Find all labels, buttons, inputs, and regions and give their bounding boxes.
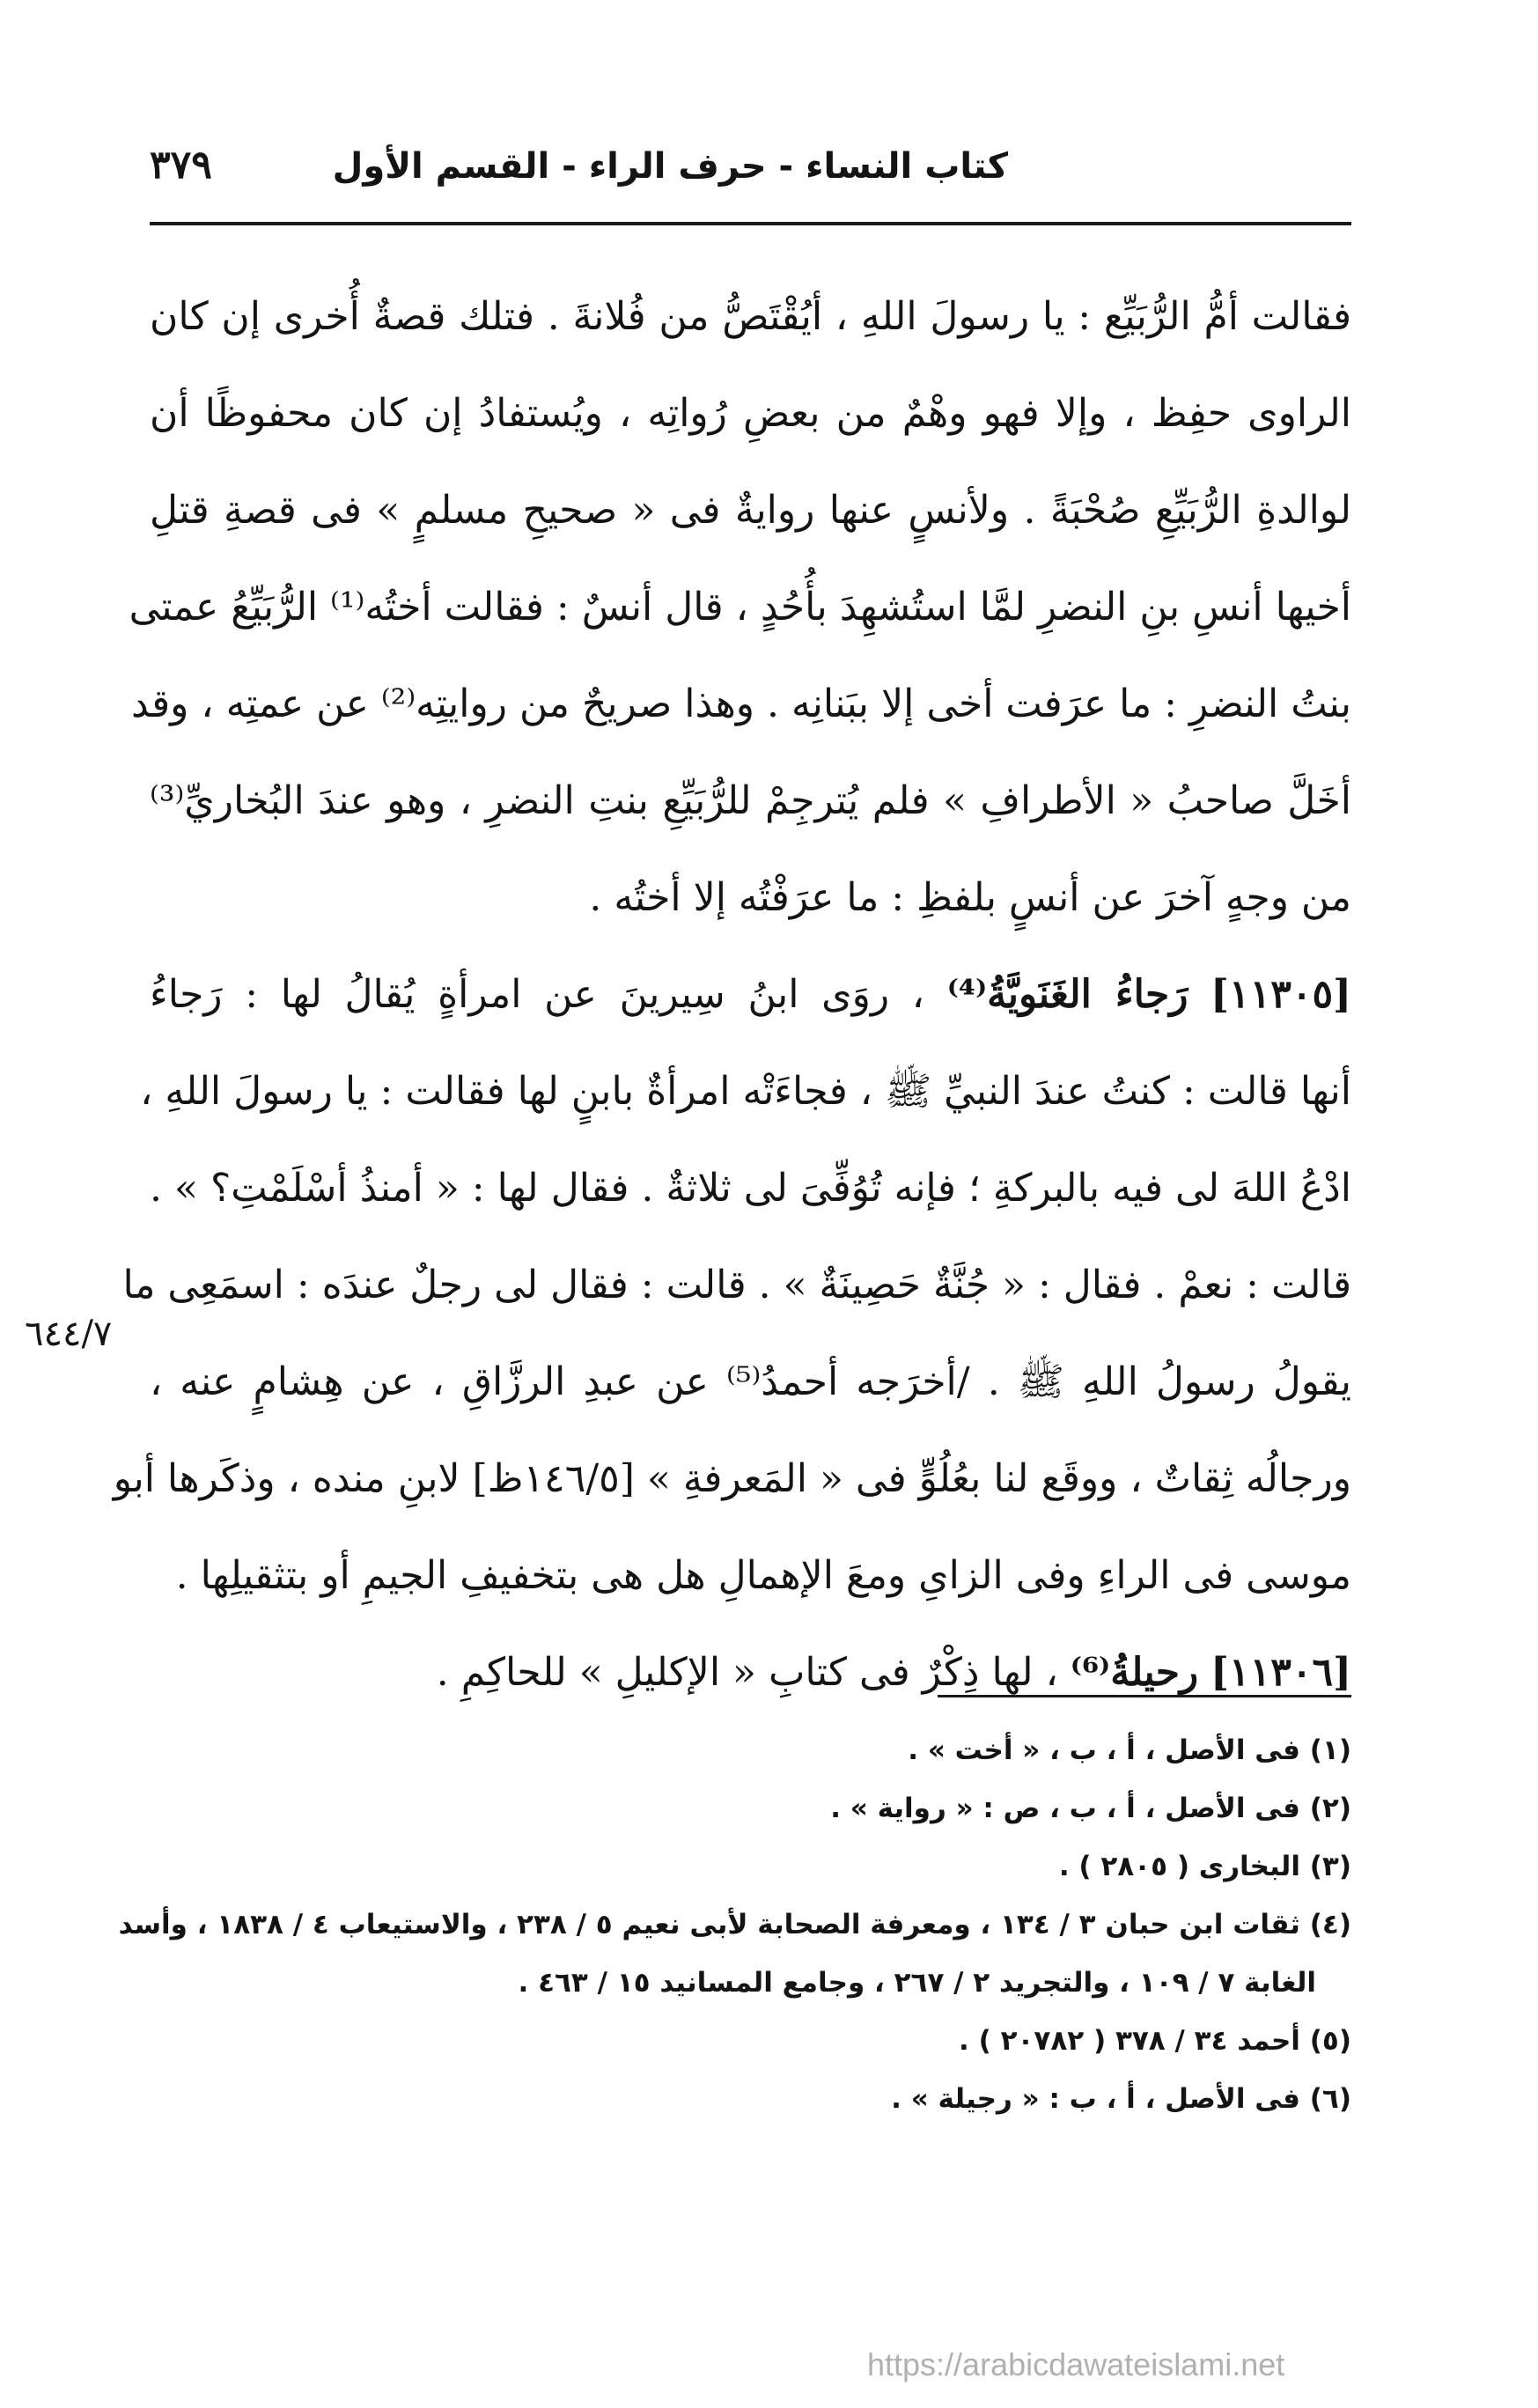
footnote: (٦) فى الأصل ، أ ، ب : « رجيلة » . [891,2083,1351,2115]
text-line: أخَلَّ صاحبُ « الأطرافِ » فلم يُترجِمْ للرُّبَيِّعِ بنتِ النضرِ ، وهو عندَ البُخاريِّ⁽³⁾ [150,778,1351,823]
entry-text: ، لها ذِكْرٌ فى كتابِ « الإكليلِ » للحاكِمِ . [436,1650,1058,1695]
text-line: ورجالُه ثِقاتٌ ، ووقَع لنا بعُلُوٍّ فى « المَعرفةِ » [١٤٦/٥ظ] لابنِ منده ، وذكَرها أبو [113,1456,1351,1501]
text-line: فقالت أمُّ الرُّبَيِّع : يا رسولَ اللهِ ، أيُقْتَصُّ من فُلانةَ . فتلك قصةٌ أُخرى إن كان [150,294,1351,339]
header-divider [150,222,1351,225]
entry-number: [١١٣٠٦] [1211,1650,1351,1695]
text-line: ادْعُ اللهَ لى فيه بالبركةِ ؛ فإنه تُوُفِّىَ لى ثلاثةٌ . فقال لها : « أمنذُ أسْلَمْتِ؟ » . [150,1166,1351,1211]
entry-11305-heading [150,946,1351,1043]
text-line: أنها قالت : كنتُ عندَ النبيِّ ﷺ ، فجاءَتْه امرأةٌ بابنٍ لها فقالت : يا رسولَ اللهِ ، [140,1069,1351,1114]
footnote: (٥) أحمد ٣٤ / ٣٧٨ ( ٢٠٧٨٢ ) . [959,2025,1351,2057]
text-line: أخيها أنسِ بنِ النضرِ لمَّا استُشهِدَ بأُحُدٍ ، قال أنسٌ : فقالت أختُه⁽¹⁾ الرُّبَيِّعُ عمتى [129,585,1351,630]
text-line: لوالدةِ الرُّبَيِّعِ صُحْبَةً . ولأنسٍ عنها روايةٌ فى « صحيحِ مسلمٍ » فى قصةِ قتلِ [150,488,1351,533]
footnotes [118,1721,1351,2128]
margin-reference: ٦٤٤/٧ [25,1314,113,1354]
text-line: قالت : نعمْ . فقال : « جُنَّةٌ حَصِينَةٌ » . قالت : فقال لى رجلٌ عندَه : اسمَعِى ما [122,1263,1351,1307]
footnote: (٢) فى الأصل ، أ ، ب ، ص : « رواية » . [830,1793,1351,1824]
text-line: موسى فى الراءِ وفى الزاىِ ومعَ الإهمالِ هل هى بتخفيفِ الجيمِ أو بتثقيلِها . [175,1553,1351,1598]
footnote: (٣) البخارى ( ٢٨٠٥ ) . [1058,1851,1351,1882]
main-text [113,269,1351,1721]
footnote: (٤) ثقات ابن حبان ٣ / ١٣٤ ، ومعرفة الصحابة لأبى نعيم ٥ / ٢٣٨ ، والاستيعاب ٤ / ١٨٣٨ ، وأسد [118,1909,1351,1940]
entry-name: رحيلةُ⁽⁶⁾ [1070,1650,1199,1695]
entry-name: رَجاءُ الغَنَويَّةُ⁽⁴⁾ [946,972,1188,1017]
running-title: كتاب النساء - حرف الراء - القسم الأول [332,146,1008,187]
footnote-continuation: الغابة ٧ / ١٠٩ ، والتجريد ٢ / ٢٦٧ ، وجامع المسانيد ١٥ / ٤٦٣ . [518,1967,1316,1999]
text-line: يقولُ رسولُ اللهِ ﷺ . /أخرَجه أحمدُ⁽⁵⁾ عن عبدِ الرزَّاقِ ، عن هِشامٍ عنه ، [150,1359,1351,1404]
source-watermark: https://arabicdawateislami.net [867,2346,1285,2382]
page-header [150,139,1351,210]
entry-11306-heading [150,1624,1351,1721]
entry-text: ، روَى ابنُ سِيرينَ عن امرأةٍ يُقالُ لها : رَجاءُ [150,972,924,1017]
text-line: الراوى حفِظ ، وإلا فهو وهْمٌ من بعضِ رُواتِه ، ويُستفادُ إن كان محفوظًا أن [150,391,1351,436]
page-number: ٣٧٩ [150,143,212,188]
text-line: من وجهٍ آخرَ عن أنسٍ بلفظِ : ما عرَفْتُه إلا أختُه . [589,875,1351,920]
text-line: بنتُ النضرِ : ما عرَفت أخى إلا ببَنانِه . وهذا صريحٌ من روايتِه⁽²⁾ عن عمتِه ، وقد [131,681,1351,726]
footnote-divider [938,1695,1351,1697]
footnote: (١) فى الأصل ، أ ، ب ، « أخت » . [908,1734,1351,1766]
entry-number: [١١٣٠٥] [1211,972,1351,1017]
